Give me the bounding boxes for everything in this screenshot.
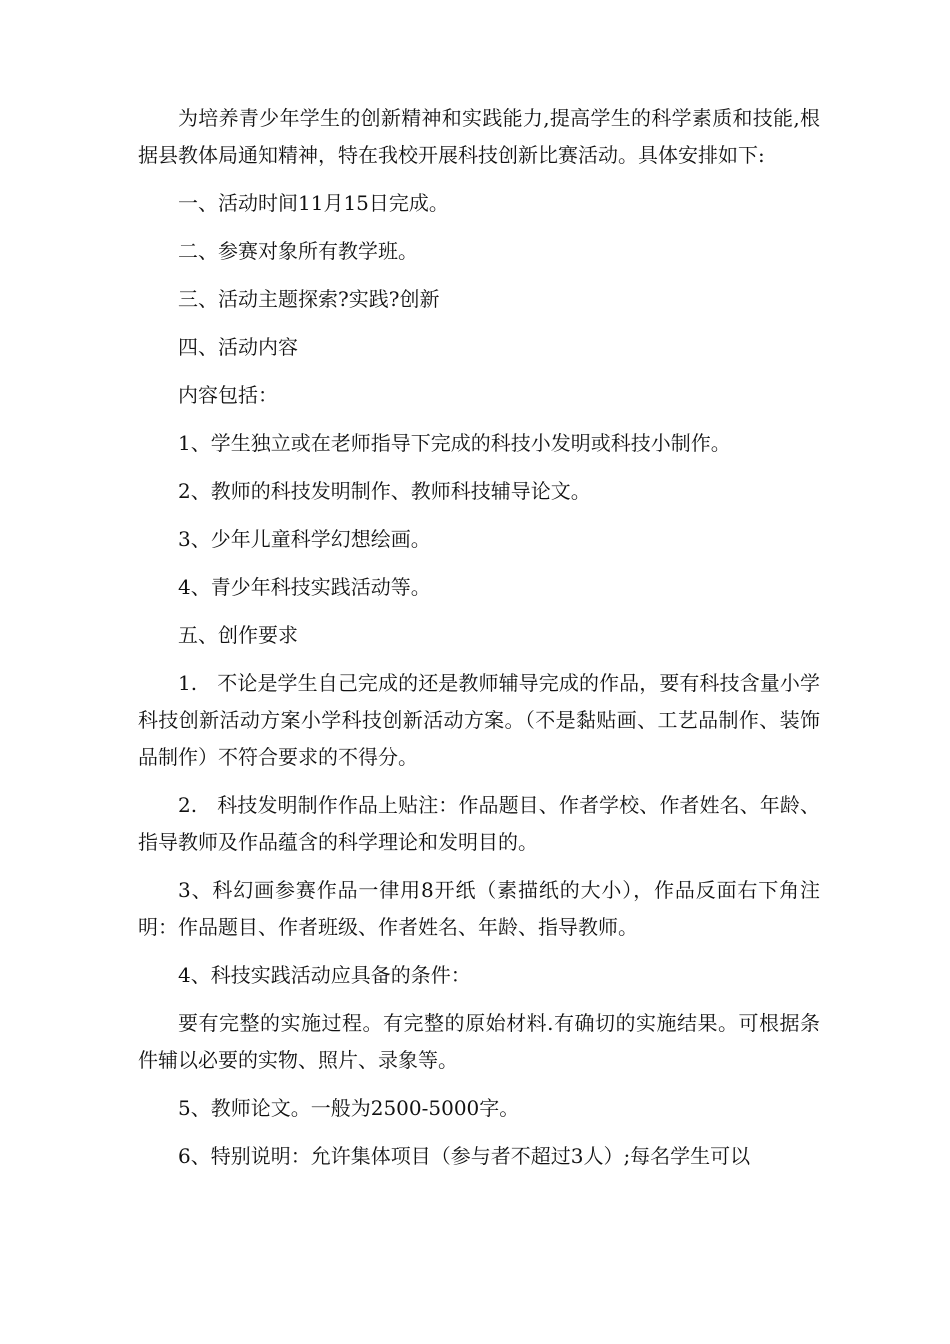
section-heading-content: 四、活动内容 (178, 335, 298, 359)
document-body (138, 100, 820, 1186)
requirement-4: 4、科技实践活动应具备的条件： (178, 963, 471, 987)
requirement-2: 2. 科技发明制作作品上贴注：作品题目、作者学校、作者姓名、年龄、指导教师及作品蕴含的科学理论和发明目的。 (138, 793, 820, 854)
content-item-2: 2、教师的科技发明制作、教师科技辅导论文。 (178, 479, 591, 503)
requirement-6: 6、特别说明：允许集体项目（参与者不超过3人）;每名学生可以 (178, 1144, 751, 1168)
content-item-3: 3、少年儿童科学幻想绘画。 (178, 527, 431, 551)
section-heading-requirements: 五、创作要求 (178, 623, 298, 647)
requirement-5: 5、教师论文。一般为2500-5000字。 (178, 1096, 520, 1120)
requirement-3: 3、科幻画参赛作品一律用8开纸（素描纸的大小），作品反面右下角注明：作品题目、作者班级、作者姓名、年龄、指导教师。 (138, 878, 820, 939)
content-includes: 内容包括： (178, 383, 278, 407)
requirement-4-detail: 要有完整的实施过程。有完整的原始材料.有确切的实施结果。可根据条件辅以必要的实物、照片、录象等。 (138, 1011, 820, 1072)
activity-time: 一、活动时间11月15日完成。 (178, 191, 449, 215)
intro-paragraph: 为培养青少年学生的创新精神和实践能力,提高学生的科学素质和技能,根据县教体局通知精神，特在我校开展科技创新比赛活动。具体安排如下: (138, 106, 820, 167)
content-item-1: 1、学生独立或在老师指导下完成的科技小发明或科技小制作。 (178, 431, 731, 455)
participants: 二、参赛对象所有教学班。 (178, 239, 418, 263)
activity-theme: 三、活动主题探索?实践?创新 (178, 287, 440, 311)
content-item-4: 4、青少年科技实践活动等。 (178, 575, 431, 599)
requirement-1: 1. 不论是学生自己完成的还是教师辅导完成的作品，要有科技含量小学科技创新活动方案小学科技创新活动方案。（不是黏贴画、工艺品制作、装饰品制作）不符合要求的不得分。 (138, 671, 820, 769)
